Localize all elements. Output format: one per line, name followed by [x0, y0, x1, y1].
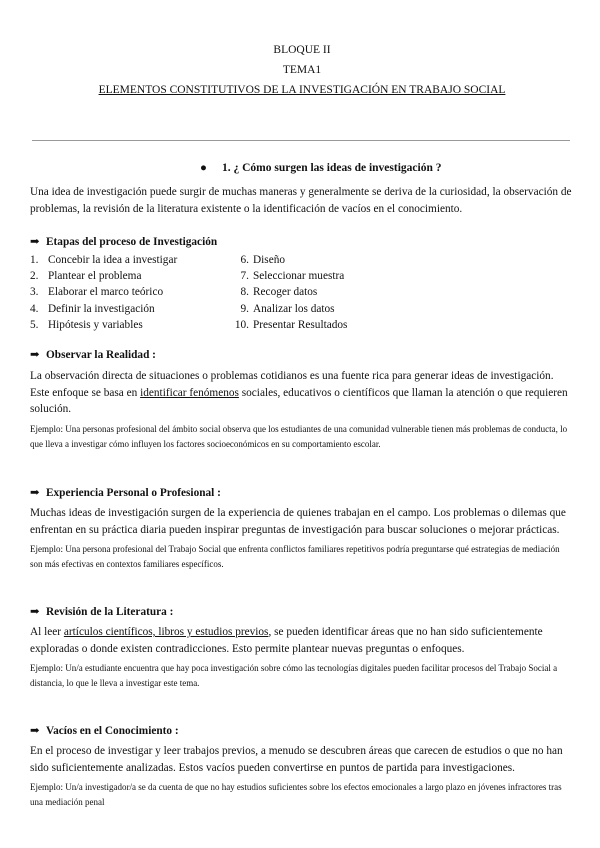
step-item: 10. Presentar Resultados — [234, 318, 348, 331]
vacios-heading: ➡ Vacíos en el Conocimiento : — [30, 725, 179, 737]
step-item: 3. Elaborar el marco teórico — [30, 286, 164, 299]
experiencia-section — [30, 486, 574, 572]
step-item: 4. Definir la investigación — [30, 302, 155, 315]
articulos-cientificos-link: artículos científicos, libros y estudios previos — [63, 626, 269, 638]
intro-section — [30, 184, 574, 217]
bloque-label: BLOQUE II — [273, 44, 331, 56]
revision-heading: ➡ Revisión de la Literatura : — [30, 606, 174, 618]
identificar-fenomenos-link: identificar fenómenos — [140, 386, 239, 399]
step-item: 6. Diseño — [240, 254, 286, 266]
arrow-right-icon: ➡ — [30, 236, 40, 248]
revision-paragraph: Al leer artículos científicos, libros y estudios previos, se pueden identificar áreas que no han sido suficientemente exploradas o donde existen contradicciones. Esto permite plantear nuevas preguntas o enfoques. — [30, 626, 543, 655]
step-item: 2. Plantear el problema — [30, 270, 142, 283]
experiencia-heading: ➡ Experiencia Personal o Profesional : — [30, 487, 221, 499]
bullet-icon: ● — [200, 162, 207, 174]
etapas-heading-text: Etapas del proceso de Investigación — [46, 236, 218, 248]
vacios-paragraph: En el proceso de investigar y leer trabajos previos, a menudo se descubren áreas que carecen de estudios o que no han sido suficientemente analizadas. Estos vacíos pueden convertirse en puntos de partida para investigaciones. — [30, 745, 563, 774]
arrow-right-icon: ➡ — [30, 349, 40, 361]
step-item: 7. Seleccionar muestra — [240, 270, 345, 283]
question-text: 1. ¿ Cómo surgen las ideas de investigación ? — [222, 162, 442, 174]
steps-column-2 — [229, 252, 347, 333]
document-title: ELEMENTOS CONSTITUTIVOS DE LA INVESTIGACIÓN EN TRABAJO SOCIAL — [98, 84, 506, 96]
observar-paragraph: La observación directa de situaciones o problemas cotidianos es una fuente rica para generar ideas de investigación. Este enfoque se basa en identificar fenómenos sociales, educativos o científicos que llaman la atención o que requieren solución. — [30, 370, 568, 415]
intro-paragraph: Una idea de investigación puede surgir de muchas maneras y generalmente se deriva de la curiosidad, la observación de problemas, la revisión de la literatura existente o la identificación de vacíos en el conocimiento. — [30, 186, 572, 215]
observar-section — [30, 348, 574, 452]
step-item: 8. Recoger datos — [240, 286, 318, 299]
vacios-section — [30, 724, 574, 810]
document-header — [30, 40, 574, 100]
revision-section — [30, 605, 574, 691]
step-item: 9. Analizar los datos — [240, 302, 335, 315]
arrow-right-icon: ➡ — [30, 606, 40, 618]
step-item: 1. Concebir la idea a investigar — [30, 254, 178, 266]
vacios-example: Ejemplo: Un/a investigador/a se da cuenta de que no hay estudios suficientes sobre los efectos emocionales a largo plazo en jóvenes infractores tras una mediación penal — [30, 782, 562, 807]
steps-column-1 — [30, 252, 177, 333]
arrow-right-icon: ➡ — [30, 487, 40, 499]
arrow-right-icon: ➡ — [30, 725, 40, 737]
question-heading — [200, 162, 441, 174]
step-item: 5. Hipótesis y variables — [30, 318, 143, 331]
observar-heading: ➡ Observar la Realidad : — [30, 349, 156, 361]
tema-label: TEMA1 — [282, 64, 322, 76]
observar-example: Ejemplo: Una personas profesional del ámbito social observa que los estudiantes de una comunidad vulnerable tienen más problemas de conducta, lo que lleva a investigar cómo influyen los factores socioeconómicos en su comportamiento escolar. — [30, 423, 568, 449]
horizontal-divider — [32, 140, 570, 141]
experiencia-example: Ejemplo: Una persona profesional del Trabajo Social que enfrenta conflictos familiares repetitivos podría preguntarse qué estrategias de mediación son más efectivas en contextos familiares específicos. — [30, 544, 560, 569]
experiencia-paragraph: Muchas ideas de investigación surgen de la experiencia de quienes trabajan en el campo. Los problemas o dilemas que enfrentan en su práctica diaria pueden inspirar preguntas de investigación para buscar soluciones o mejorar prácticas. — [30, 507, 566, 536]
etapas-heading — [30, 232, 574, 250]
revision-example: Ejemplo: Un/a estudiante encuentra que hay poca investigación sobre cómo las tecnologías digitales pueden facilitar procesos del Trabajo Social a distancia, lo que le lleva a investigar este tema. — [30, 663, 558, 688]
